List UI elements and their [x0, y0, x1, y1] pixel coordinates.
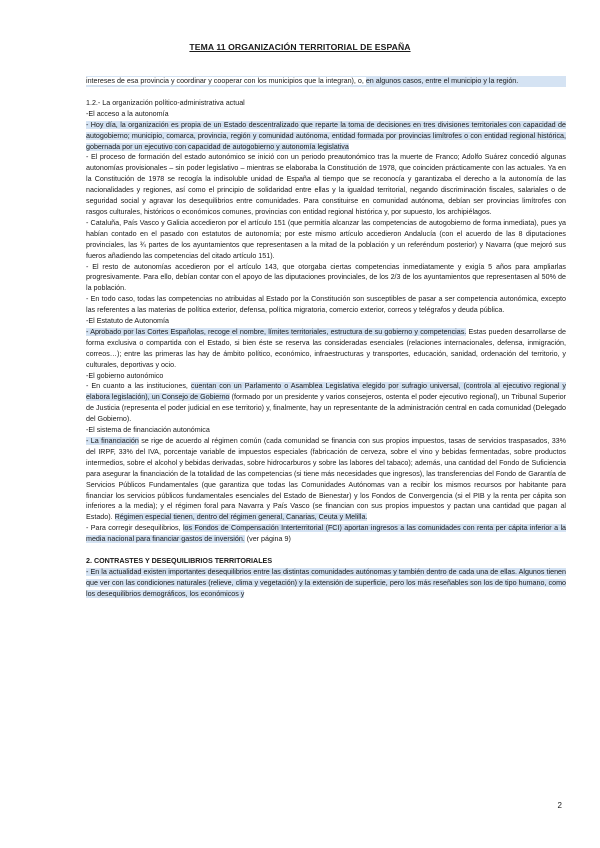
- paragraph-competencias: - En todo caso, todas las competencias no atribuidas al Estado por la Constitución son susceptibles de pasar a ser competencia autonómica, excepto las referentes a las materias de política exterior, defensa, política migratoria, comercio exterior, correos y telégrafos y deuda pública.: [86, 295, 566, 315]
- paragraph-estatuto: [86, 327, 566, 371]
- paragraph-proceso: - El proceso de formación del estado autonómico se inició con un periodo preautonómico tras la muerte de Franco; Adolfo Suárez concedió algunas autonomías provisionales – sin poder legislativo – mientras se elaboraba la Constitución de 1978, que coinciden prácticamente con las actuales. Ya en la Constitución de 1978 se recogía la indisoluble unidad de España al tiempo que se reconocía y garantizaba el derecho a la autonomía de las nacionalidades y regiones, así como el principio de solidaridad entre ellas y la igualdad territorial, negando discriminación fiscales, salariales o de seguridad social y agravar los desequilibrios entre comunidades. Para constituirse en comunidad autónoma, debían ser provincias limítrofes con rasgos culturales, históricos o económicos comunes, provincias con entidad regional histórica y, por supuesto, los archipiélagos.: [86, 153, 566, 216]
- paragraph-fci: [86, 523, 566, 545]
- intro-paragraph: [86, 76, 566, 87]
- financiacion-highlight-tail: Régimen especial tienen, dentro del régimen general, Canarias, Ceuta y Melilla.: [114, 513, 368, 522]
- estatuto-text: Estas pueden desarrollarse de forma exclusiva o compartida con el Estado, si bien éste se reserva las consideradas esenciales (relaciones internacionales, defensa, inmigración, correos…); entre las primeras las hay de ámbito político, económico, infraestructuras y transportes, educación, sanidad, ordenación del territorio, y culturales, deportivas y ocio.: [86, 327, 566, 369]
- intro-highlight: en algunos casos, entre el municipio y la región.: [365, 77, 519, 85]
- instituciones-lead: - En cuanto a las instituciones,: [86, 382, 191, 391]
- subheading-gobierno: -El gobierno autonómico: [86, 371, 164, 380]
- subheading-estatuto: -El Estatuto de Autonomía: [86, 317, 169, 326]
- page-number: 2: [557, 801, 562, 810]
- instituciones-text: (formado por un presidente y varios consejeros, ostenta el poder ejecutivo regional), un Tribunal Superior de Justicia (representa el poder judicial en ese territorio) y, finalmente, hay un representante de la administración central en cada comunidad (Delegado del Gobierno).: [86, 393, 566, 424]
- fci-tail: (ver página 9): [244, 535, 291, 544]
- financiacion-highlight-lead: - La financiación: [86, 437, 139, 445]
- subheading-acceso: -El acceso a la autonomía: [86, 109, 169, 118]
- subheading-financiacion: -El sistema de financiación autonómica: [86, 426, 210, 435]
- paragraph-articulo-143: - El resto de autonomías accedieron por el artículo 143, que otorgaba ciertas competencias inmediatamente y exigía 5 años para ampliarlas progresivamente. Para ello, debían contar con el apoyo de las diputaciones provinciales, de los 2/3 de los ayuntamientos que representasen al 50% de la población.: [86, 262, 566, 293]
- intro-text: intereses de esa provincia y coordinar y cooperar con los municipios que la integran), o,: [86, 77, 366, 85]
- instituciones-highlight: cuentan con un Parlamento o Asamblea Legislativa elegido por sufragio universal, (controla al ejecutivo regional y elabora legislación), un Consejo de Gobierno: [86, 382, 566, 402]
- paragraph-desequilibrios: - En la actualidad existen importantes desequilibrios entre las distintas comunidades autónomas y también dentro de cada una de ellas. Algunos tienen que ver con las condiciones naturales (relieve, clima y vegetación) y la extensión de superficie, pero los más reseñables son los de tipo humano, como los desequilibrios demográficos, los económicos y: [86, 567, 566, 598]
- section-heading-2: 2. CONTRASTES Y DESEQUILIBRIOS TERRITORIALES: [86, 557, 273, 566]
- page-title: TEMA 11 ORGANIZACIÓN TERRITORIAL DE ESPAÑA: [189, 42, 411, 52]
- paragraph-instituciones: [86, 381, 566, 425]
- fci-highlight: los Fondos de Compensación Interterritorial (FCI) aportan ingresos a las comunidades con renta per cápita inferior a la media nacional para financiar gastos de inversión.: [86, 524, 567, 544]
- estatuto-highlight: - Aprobado por las Cortes Españolas, recoge el nombre, límites territoriales, estructura de su gobierno y competencias.: [86, 327, 467, 336]
- document-body: [86, 76, 566, 600]
- paragraph-financiacion: [86, 436, 566, 523]
- paragraph-descentralizado: - Hoy día, la organización es propia de un Estado descentralizado que reparte la toma de decisiones en tres divisiones territoriales con capacidad de autogobierno; municipio, comarca, provincia, región y comunidad autónoma, entidad formada por provincias limítrofes o con entidad regional histórica, gobernada por un ejecutivo con capacidad de autogobierno y autonomía legislativa: [86, 120, 566, 151]
- paragraph-articulo-151: - Cataluña, País Vasco y Galicia accedieron por el artículo 151 (que permitía alcanzar las competencias de autogobierno de forma inmediata), pues ya habían contado en el pasado con estatutos de autonomía; por este mismo artículo accedieron Andalucía (con el acuerdo de las 8 diputaciones provinciales, las ¾ partes de los ayuntamientos que representasen a la mitad de la población y un referéndum posterior) y Navarra (que mejoró sus fueros añadiendo las competencias del citado artículo 151).: [86, 218, 566, 260]
- financiacion-text: se rige de acuerdo al régimen común (cada comunidad se financia con sus propios impuestos, tasas de servicios traspasados, 33% del IRPF, 33% del IVA, porcentaje variable de impuestos especiales (fabricación de cerveza, sobre el vino y bebidas fermentadas, sobre productos intermedios, sobre el alcohol y bebidas derivadas, sobre hidrocarburos y sobre las labores del tabaco); además, una cantidad del Fondo de Suficiencia para asegurar la financiación de la totalidad de las competencias (si tiene más necesidades que ingresos), las transferencias del Fondo de Garantía de Servicios Públicos Fundamentales (que garantiza que todas las Comunidades Autónomas van a recibir los mismos recursos por habitante para financiar los servicios públicos fundamentales esenciales del Estado de Bienestar) y los Fondos de Convergencia (si el PIB y la renta per cápita son inferiores a la media); y el régimen foral para Navarra y País Vasco (se financian con sus propios impuestos y pactan una cantidad que pagan al Estado).: [86, 437, 566, 522]
- section-heading-1-2: 1.2.- La organización político-administrativa actual: [86, 98, 245, 107]
- fci-lead: - Para corregir desequilibrios,: [86, 524, 183, 533]
